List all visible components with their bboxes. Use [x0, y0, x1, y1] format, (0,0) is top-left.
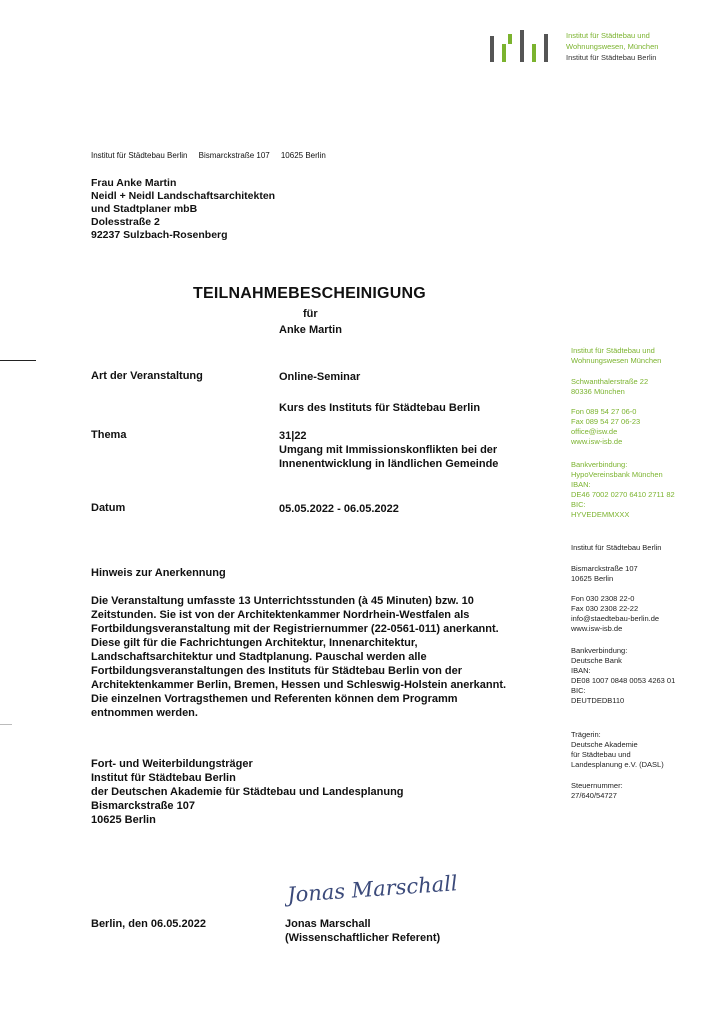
topic-line: 31|22: [279, 430, 307, 442]
paragraph-line: Diese gilt für die Fachrichtungen Architektur, Innenarchitektur,: [91, 637, 418, 649]
sidebar-berlin-sponsor: [571, 730, 664, 770]
paragraph-line: Zeitstunden. Sie ist von der Architektenkammer Nordrhein-Westfalen als: [91, 609, 470, 621]
topic-line: Innenentwicklung in ländlichen Gemeinde: [279, 458, 499, 470]
sidebar-line: Landesplanung e.V. (DASL): [571, 760, 664, 769]
address-line: Frau Anke Martin: [91, 177, 177, 189]
sidebar-line: Fax 089 54 27 06-23: [571, 417, 641, 426]
sidebar-munich-name: [571, 346, 661, 366]
sidebar-line: BIC:: [571, 500, 586, 509]
logo-line-3: Institut für Städtebau Berlin: [566, 53, 657, 62]
sidebar-berlin-tax: [571, 781, 623, 801]
paragraph-line: Die einzelnen Vortragsthemen und Referenten können dem Programm: [91, 693, 458, 705]
sidebar-line: info@staedtebau-berlin.de: [571, 614, 660, 623]
sidebar-line: Schwanthalerstraße 22: [571, 377, 649, 386]
sidebar-line: IBAN:: [571, 666, 591, 675]
sidebar-berlin-contact: [571, 594, 659, 634]
sidebar-line: 80336 München: [571, 387, 625, 396]
paragraph-line: Fortbildungsveranstaltungen des Instituts für Städtebau Berlin von der: [91, 665, 462, 677]
sidebar-line: Deutsche Akademie: [571, 740, 638, 749]
sidebar-line: Bankverbindung:: [571, 460, 628, 469]
document-title: TEILNAHMEBESCHEINIGUNG: [193, 285, 426, 302]
paragraph-line: Architektenkammer Berlin, Bremen, Hessen und Schleswig-Holstein anerkannt.: [91, 679, 507, 691]
recognition-heading: Hinweis zur Anerkennung: [91, 567, 226, 579]
provider-line: Bismarckstraße 107: [91, 800, 195, 812]
sidebar-line: 27/640/54727: [571, 791, 617, 800]
sidebar-line: Wohnungswesen München: [571, 356, 662, 365]
provider-line: 10625 Berlin: [91, 814, 156, 826]
address-line: Neidl + Neidl Landschaftsarchitekten: [91, 190, 276, 202]
sidebar-munich-address: [571, 377, 648, 397]
topic-label: Thema: [91, 429, 127, 441]
sidebar-line: office@isw.de: [571, 427, 618, 436]
paragraph-line: Landschaftsarchitektur und Stadtplanung. Pauschal werden alle: [91, 651, 427, 663]
sidebar-line: HypoVereinsbank München: [571, 470, 663, 479]
sidebar-munich-contact: [571, 407, 640, 447]
sidebar-line: Fon 030 2308 22-0: [571, 594, 635, 603]
sidebar-line: für Städtebau und: [571, 750, 631, 759]
topic-line: Umgang mit Immissionskonflikten bei der: [279, 444, 498, 456]
sidebar-line: DE46 7002 0270 6410 2711 82: [571, 490, 675, 499]
recipient-address: [91, 177, 275, 242]
sidebar-berlin-address: [571, 564, 638, 584]
provider-block: [91, 757, 531, 827]
institute-logo-icon: [490, 30, 552, 62]
logo-line-1: Institut für Städtebau und: [566, 31, 650, 40]
course-value: Kurs des Instituts für Städtebau Berlin: [279, 402, 481, 414]
address-line: 92237 Sulzbach-Rosenberg: [91, 229, 228, 241]
sidebar-berlin-name: [571, 543, 661, 553]
signatory-role: (Wissenschaftlicher Referent): [285, 932, 441, 944]
event-type-value: Online-Seminar: [279, 371, 361, 383]
topic-value: [279, 429, 498, 471]
sidebar-line: IBAN:: [571, 480, 591, 489]
sidebar-line: Bankverbindung:: [571, 646, 628, 655]
event-type-label: Art der Veranstaltung: [91, 370, 203, 382]
provider-line: der Deutschen Akademie für Städtebau und Landesplanung: [91, 786, 404, 798]
title-fuer: für: [303, 308, 318, 320]
date-value: 05.05.2022 - 06.05.2022: [279, 503, 399, 515]
sender-line: Institut für Städtebau Berlin Bismarckstraße 107 10625 Berlin: [91, 151, 326, 160]
sidebar-line: www.isw-isb.de: [571, 624, 623, 633]
paragraph-line: Die Veranstaltung umfasste 13 Unterrichtsstunden (à 45 Minuten) bzw. 10: [91, 595, 474, 607]
sidebar-line: HYVEDEMMXXX: [571, 510, 630, 519]
participant-name: Anke Martin: [279, 324, 342, 336]
handwritten-signature: [285, 868, 470, 908]
place-date: Berlin, den 06.05.2022: [91, 918, 206, 930]
sidebar-line: Fax 030 2308 22-22: [571, 604, 639, 613]
sidebar-line: DE08 1007 0848 0053 4263 01: [571, 676, 676, 685]
provider-heading: Fort- und Weiterbildungsträger: [91, 758, 253, 770]
sidebar-line: Institut für Städtebau Berlin: [571, 543, 662, 552]
sidebar-munich-bank: [571, 460, 675, 520]
logo-wordmark: [566, 30, 658, 63]
sidebar-line: www.isw-isb.de: [571, 437, 623, 446]
signature-text: Jonas Marschall: [286, 871, 459, 908]
signatory: [285, 917, 440, 945]
sidebar-line: Fon 089 54 27 06-0: [571, 407, 637, 416]
logo-line-2: Wohnungswesen, München: [566, 42, 659, 51]
sidebar-berlin-bank: [571, 646, 675, 706]
paragraph-line: entnommen werden.: [91, 707, 198, 719]
sidebar-line: DEUTDEDB110: [571, 696, 625, 705]
provider-line: Institut für Städtebau Berlin: [91, 772, 236, 784]
fold-mark: [0, 724, 12, 725]
signatory-name: Jonas Marschall: [285, 918, 371, 930]
sidebar-line: 10625 Berlin: [571, 574, 614, 583]
address-line: und Stadtplaner mbB: [91, 203, 198, 215]
paragraph-line: Fortbildungsveranstaltung mit der Registriernummer (22-0561-011) anerkannt.: [91, 623, 499, 635]
sidebar-line: Deutsche Bank: [571, 656, 622, 665]
recognition-text: [91, 594, 531, 720]
date-label: Datum: [91, 502, 126, 514]
fold-mark: [0, 360, 36, 361]
address-line: Dolesstraße 2: [91, 216, 160, 228]
sidebar-line: Steuernummer:: [571, 781, 623, 790]
sidebar-line: Institut für Städtebau und: [571, 346, 655, 355]
sidebar-line: Trägerin:: [571, 730, 601, 739]
sidebar-line: Bismarckstraße 107: [571, 564, 638, 573]
sidebar-line: BIC:: [571, 686, 586, 695]
